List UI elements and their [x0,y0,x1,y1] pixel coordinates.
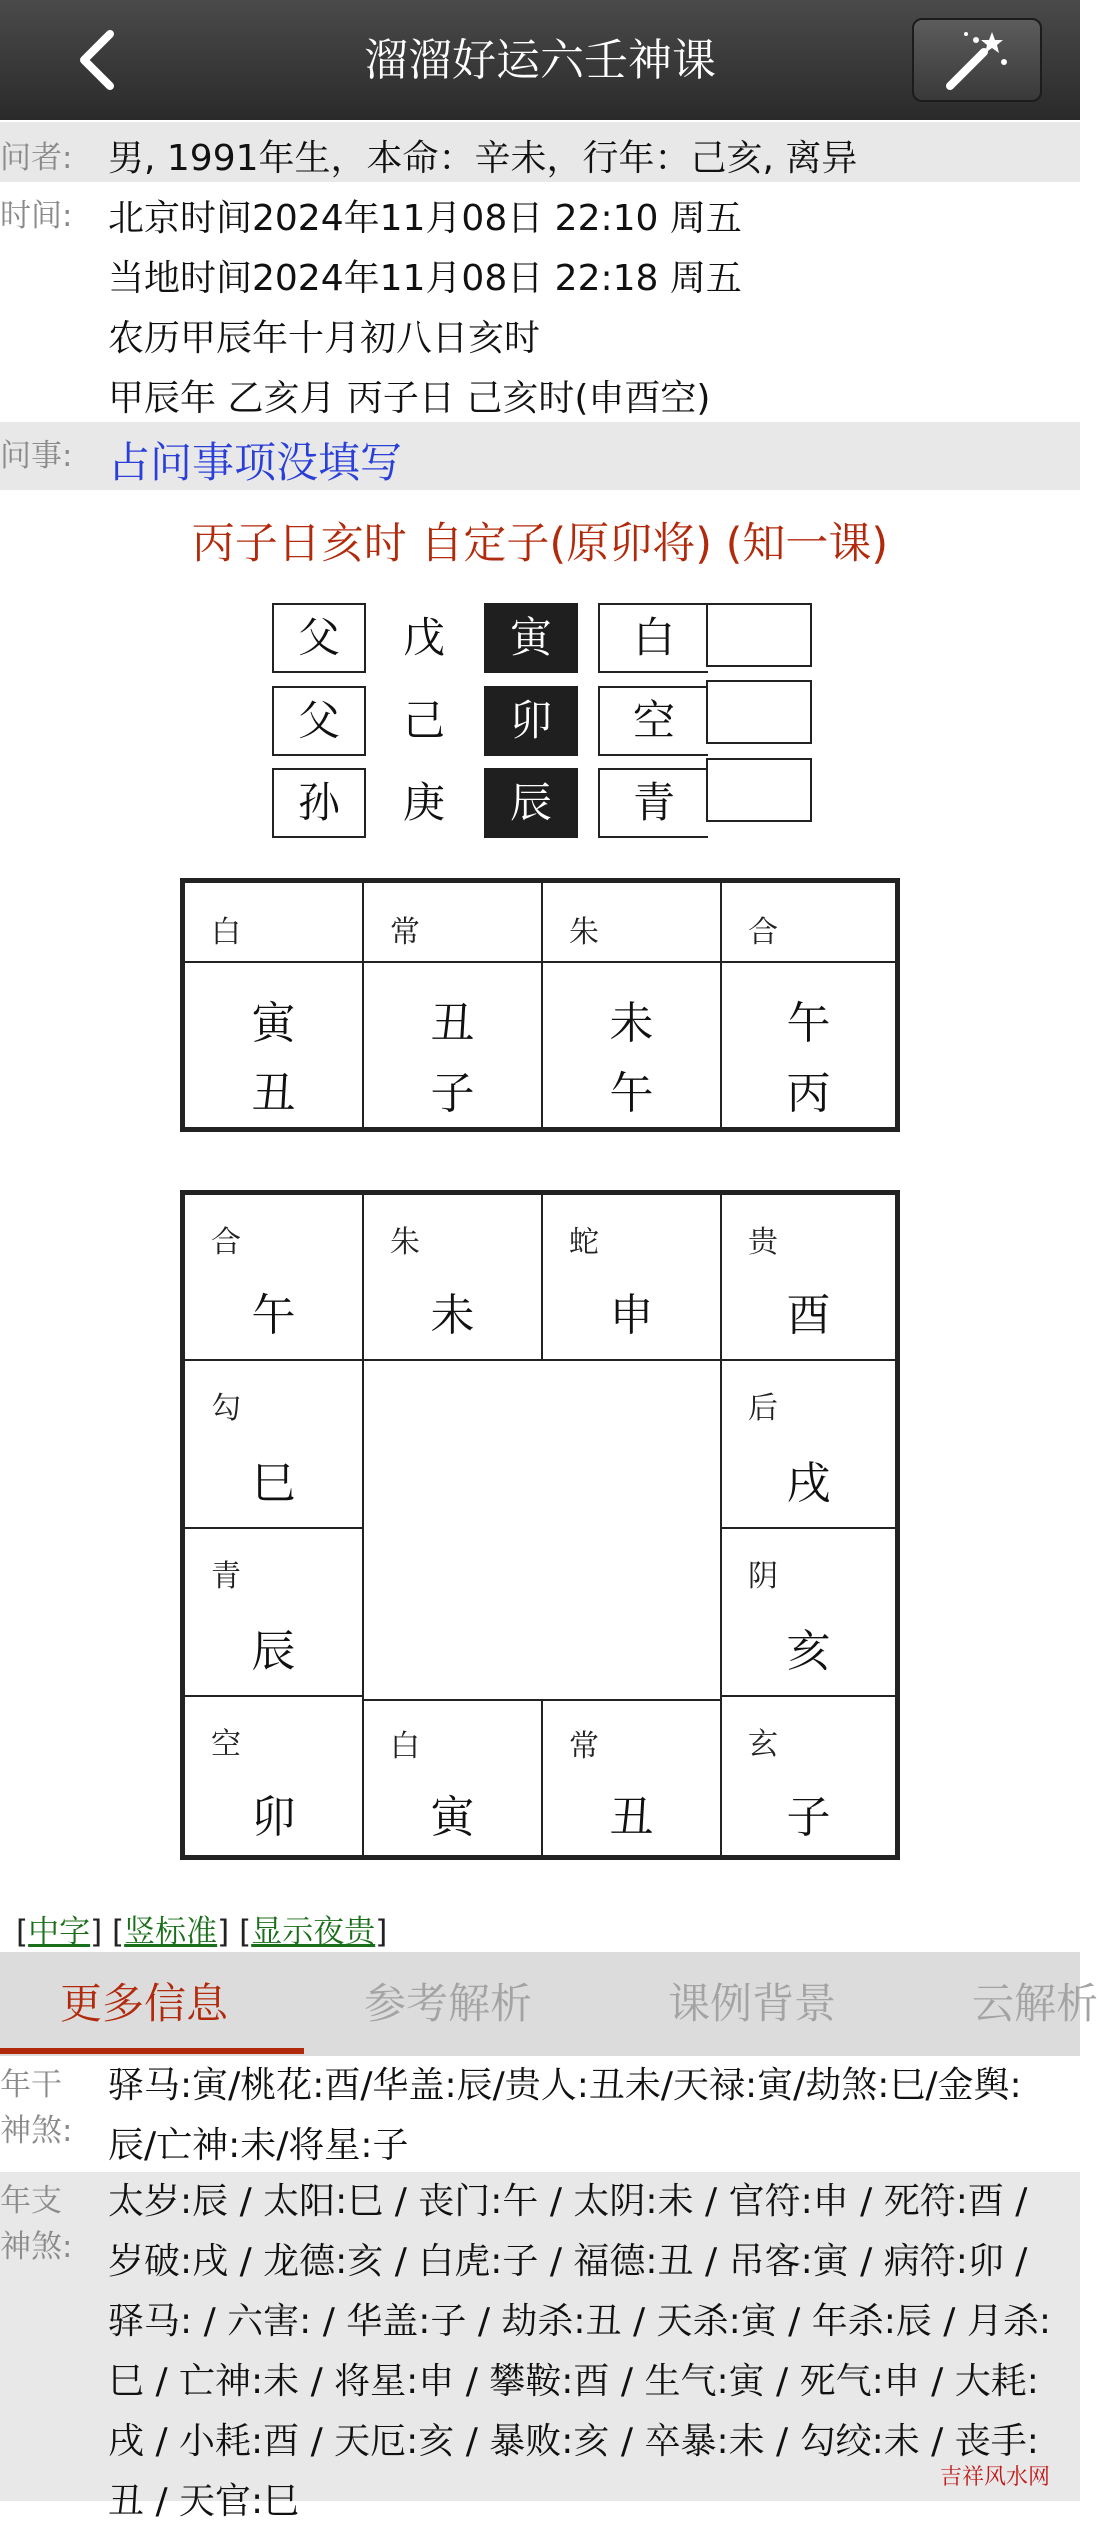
matter-label: 问事: [0,438,73,474]
si-ke-top: 午 [786,998,831,1049]
si-ke-god: 白 [211,915,241,950]
pan-god: 玄 [748,1727,778,1762]
asker-value: 男, 1991年生，本命：辛未，行年：己亥, 离异 [108,138,858,179]
pan-god: 阴 [748,1559,778,1594]
tab-reference[interactable]: 参考解析 [364,1979,533,2028]
pan-god: 朱 [390,1225,420,1260]
pan-branch: 寅 [430,1792,475,1843]
san-chuan-note-box[interactable] [706,603,812,667]
nian-zhi-label-2: 神煞: [0,2229,73,2265]
san-chuan-stem: 己 [402,696,445,745]
display-options: [中字] [竖标准] [显示夜贵] [16,1914,388,1950]
watermark: 吉祥风水网 [940,2465,1051,2490]
si-ke-top: 丑 [430,998,475,1049]
ganzhi-date: 甲辰年 乙亥月 丙子日 己亥时(申酉空) [108,378,711,419]
shubiaozhun-link[interactable]: 竖标准 [124,1914,218,1950]
nian-zhi-text: 太岁:辰 / 太阳:巳 / 丧门:午 / 太阴:未 / 官符:申 / 死符:酉 / 岁破:戌 / 龙德:亥 / 白虎:子 / 福德:丑 / 吊客:寅 / 病符:卯 / 驿马: / 六害: / 华盖:子 / 劫杀:丑 / 天杀:寅 / 年杀:辰 / 月杀:巳 / 亡神:未 / 将星:申 / 攀鞍:酉 / 生气:寅 / 死气:申 / 大耗:戌 / 小耗:酉 / 天厄:亥 / 暴败:亥 / 卒暴:未 / 勾绞:未 / 丧手:丑 / 天官:巳 [108,2181,1051,2522]
pan-cell [183,1527,364,1697]
asker-row [0,122,1080,182]
san-chuan-note-box[interactable] [706,680,812,744]
si-ke-top: 未 [609,998,654,1049]
lunar-date: 农历甲辰年十月初八日亥时 [108,318,541,359]
san-chuan-god: 白 [598,603,708,673]
local-time: 当地时间2024年11月08日 22:18 周五 [108,258,742,299]
pan-god: 蛇 [569,1225,599,1260]
pan-cell [183,1193,364,1361]
pan-branch: 未 [430,1290,475,1341]
magic-wand-icon [942,30,1012,92]
pan-god: 合 [211,1225,241,1260]
tab-cloud[interactable]: 云解析 [972,1979,1098,2028]
pan-god: 青 [211,1559,241,1594]
pan-branch: 卯 [251,1792,296,1843]
si-ke-god-cell [720,881,897,963]
pan-branch: 午 [251,1290,296,1341]
pan-branch: 巳 [251,1458,296,1509]
nian-gan-section [0,2056,1080,2172]
si-ke-bottom: 午 [609,1068,654,1119]
pan-cell [541,1193,722,1361]
san-chuan-relation: 父 [272,686,366,756]
san-chuan-relation: 孙 [272,768,366,838]
matter-link[interactable]: 占问事项没填写 [108,438,403,487]
si-ke-god: 朱 [569,915,599,950]
pan-branch: 酉 [786,1290,831,1341]
san-chuan-relation: 父 [272,603,366,673]
si-ke-god-cell [183,881,364,963]
pan-god: 勾 [211,1391,241,1426]
pan-branch: 子 [786,1792,831,1843]
nian-gan-label: 年干 [0,2067,62,2103]
san-chuan-god: 青 [598,768,708,838]
beijing-time: 北京时间2024年11月08日 22:10 周五 [108,198,742,239]
magic-wand-button[interactable] [912,18,1042,102]
si-ke-pair-cell [541,961,722,1129]
si-ke-bottom: 丑 [251,1068,296,1119]
si-ke-god: 合 [748,915,778,950]
tab-bar [0,1952,1098,2056]
matter-row [0,422,1080,490]
tab-background[interactable]: 课例背景 [668,1979,837,2028]
si-ke-bottom: 子 [430,1068,475,1119]
pan-god: 常 [569,1729,599,1764]
yegui-link[interactable]: 显示夜贵 [251,1914,376,1950]
si-ke-bottom: 丙 [786,1068,831,1119]
pan-cell [720,1193,897,1361]
nian-gan-text: 驿马:寅/桃花:酉/华盖:辰/贵人:丑未/天禄:寅/劫煞:巳/金舆:辰/亡神:未/将星:子 [108,2065,1022,2166]
si-ke-top: 寅 [251,998,296,1049]
nian-zhi-label: 年支 [0,2183,62,2219]
pan-branch: 辰 [251,1626,296,1677]
active-tab-indicator [0,2048,304,2054]
san-chuan-branch: 寅 [484,603,578,673]
pan-god: 白 [390,1729,420,1764]
ke-title: 丙子日亥时 自定子(原卯将) (知一课) [191,519,889,569]
nian-zhi-section [0,2172,1080,2522]
nian-gan-label-2: 神煞: [0,2113,73,2149]
pan-branch: 申 [609,1290,654,1341]
pan-branch: 丑 [609,1792,654,1843]
pan-branch: 亥 [786,1626,831,1677]
si-ke-grid [180,878,900,1132]
pan-cell [183,1695,364,1857]
app-header [0,0,1080,120]
si-ke-pair-cell [183,961,364,1129]
pan-god: 空 [211,1727,241,1762]
pan-cell [720,1359,897,1529]
san-chuan-note-box[interactable] [706,758,812,822]
tian-di-pan [180,1190,900,1860]
si-ke-pair-cell [720,961,897,1129]
pan-cell [183,1359,364,1529]
pan-cell [541,1699,722,1857]
san-chuan-branch: 卯 [484,686,578,756]
time-label: 时间: [0,198,73,234]
san-chuan-god: 空 [598,686,708,756]
pan-branch: 戌 [786,1458,831,1509]
si-ke-god-cell [362,881,543,963]
page-title: 溜溜好运六壬神课 [364,35,716,86]
pan-cell [362,1193,543,1361]
san-chuan-stem: 庚 [402,778,445,827]
tab-more-info[interactable]: 更多信息 [60,1979,229,2028]
pan-cell [720,1695,897,1857]
si-ke-god: 常 [390,915,420,950]
pan-god: 贵 [748,1225,778,1260]
san-chuan-stem: 戊 [402,613,445,662]
pan-god: 后 [748,1391,778,1426]
zhongzi-link[interactable]: 中字 [28,1914,91,1950]
time-section [0,182,1080,422]
si-ke-pair-cell [362,961,543,1129]
si-ke-god-cell [541,881,722,963]
pan-cell [362,1699,543,1857]
asker-label: 问者: [0,140,73,176]
pan-cell [720,1527,897,1697]
san-chuan-branch: 辰 [484,768,578,838]
